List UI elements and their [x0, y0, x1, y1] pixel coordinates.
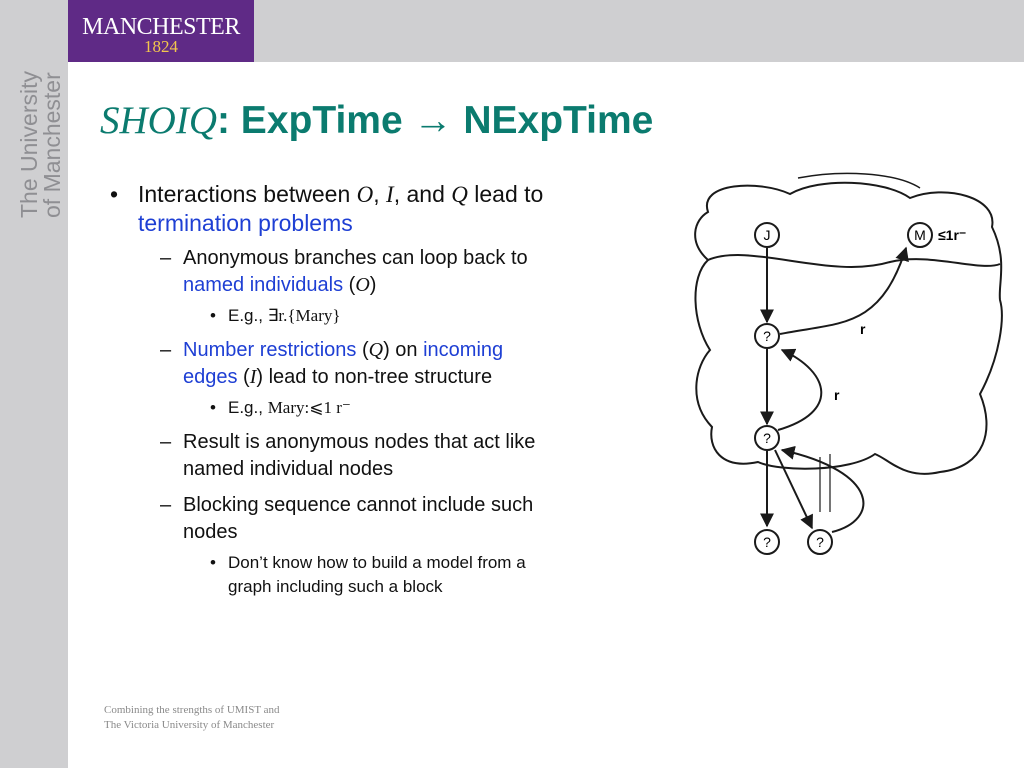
symbol-q: Q — [451, 182, 468, 207]
node-anonymous-2-label: ? — [763, 430, 771, 446]
bullet-text: ( — [343, 274, 356, 296]
restriction-label: ≤1r⁻ — [938, 227, 967, 243]
bullet-text: Result is anonymous nodes that act like — [183, 431, 536, 453]
slide-title — [100, 98, 653, 143]
bullet-number-restrictions — [110, 337, 665, 364]
bullet-text: nodes — [183, 521, 238, 543]
logo-year: 1824 — [144, 37, 178, 56]
bullet-result-anonymous — [110, 429, 665, 456]
title-complexity: : ExpTime → NExpTime — [216, 99, 654, 142]
bullet-interactions — [110, 180, 665, 209]
university-logo — [68, 0, 254, 62]
node-j-label: J — [763, 227, 771, 243]
highlight-termination-problems: termination problems — [138, 210, 353, 236]
dash-marker: – — [160, 247, 172, 269]
bullet-blocking-sequence-cont — [110, 519, 665, 546]
footer-line-1: Combining the strengths of UMIST and — [104, 704, 280, 716]
bullet-text: ) — [369, 274, 377, 296]
example-exists-mary — [110, 304, 665, 328]
highlight-named-individuals: named individuals — [183, 274, 344, 296]
title-logic-name: SHOIQ — [100, 99, 217, 142]
node-m-label: M — [914, 227, 926, 243]
bullet-text: ) lead to non-tree structure — [256, 366, 493, 388]
edge-label-r-lower: r — [834, 387, 840, 403]
node-anonymous-3-label: ? — [763, 534, 771, 550]
graph-diagram — [680, 172, 1010, 564]
bullet-text: named individual nodes — [183, 458, 394, 480]
dash-marker: – — [160, 339, 172, 361]
bullet-model-block — [110, 551, 665, 575]
node-anonymous-3 — [755, 530, 779, 554]
symbol-q: Q — [368, 339, 384, 361]
bullet-marker: • — [210, 306, 216, 325]
bullet-text: E.g., — [228, 398, 268, 417]
bullet-text: Don’t know how to build a model from a — [228, 553, 526, 572]
formula-exists-mary: ∃r.{Mary} — [267, 306, 341, 325]
bullet-list — [110, 180, 665, 599]
node-j — [755, 223, 779, 247]
vertical-brand-text — [18, 58, 64, 218]
symbol-i: I — [386, 182, 394, 207]
example-mary-restriction — [110, 396, 665, 420]
bullet-blocking-sequence — [110, 492, 665, 519]
symbol-i: I — [249, 366, 257, 388]
symbol-o: O — [355, 274, 370, 296]
bullet-model-block-cont — [110, 575, 665, 599]
footer-text — [104, 703, 279, 733]
dash-marker: – — [160, 494, 172, 516]
highlight-edges: edges — [183, 366, 238, 388]
bullet-text: , and — [393, 181, 452, 207]
dash-marker: – — [160, 431, 172, 453]
bullet-text: Anonymous branches can loop back to — [183, 247, 528, 269]
node-anonymous-2 — [755, 426, 779, 450]
bullet-text: ) on — [383, 339, 424, 361]
bullet-marker: • — [110, 181, 119, 207]
highlight-incoming: incoming — [423, 339, 504, 361]
node-anonymous-4-label: ? — [816, 534, 824, 550]
bullet-anonymous-branches-cont — [110, 272, 665, 299]
node-anonymous-1-label: ? — [763, 328, 771, 344]
vertical-brand-line-2: of Manchester — [39, 72, 65, 218]
symbol-o: O — [356, 182, 374, 207]
bullet-text: lead to — [467, 181, 544, 207]
highlight-number-restrictions: Number restrictions — [183, 339, 357, 361]
logo-name: MANCHESTER — [82, 14, 240, 40]
node-m — [908, 223, 932, 247]
node-anonymous-1 — [755, 324, 779, 348]
bullet-text: Blocking sequence cannot include such — [183, 494, 534, 516]
bullet-text: Interactions between — [138, 181, 357, 207]
bullet-marker: • — [210, 398, 216, 417]
footer-line-2: The Victoria University of Manchester — [104, 719, 275, 731]
bullet-result-anonymous-cont — [110, 456, 665, 483]
vertical-brand-line-1: The University — [16, 71, 42, 218]
bullet-interactions-cont — [110, 209, 665, 237]
bullet-text: ( — [237, 366, 250, 388]
bullet-number-restrictions-cont — [110, 364, 665, 391]
bullet-text: , — [373, 181, 387, 207]
bullet-text: ( — [356, 339, 369, 361]
node-anonymous-4 — [808, 530, 832, 554]
bullet-anonymous-branches — [110, 245, 665, 272]
bullet-text: graph including such a block — [228, 577, 443, 596]
edge-label-r-upper: r — [860, 321, 866, 337]
bullet-text: E.g., — [228, 306, 268, 325]
bullet-marker: • — [210, 553, 216, 572]
formula-mary-restriction: Mary:⩽1 r⁻ — [267, 398, 351, 417]
